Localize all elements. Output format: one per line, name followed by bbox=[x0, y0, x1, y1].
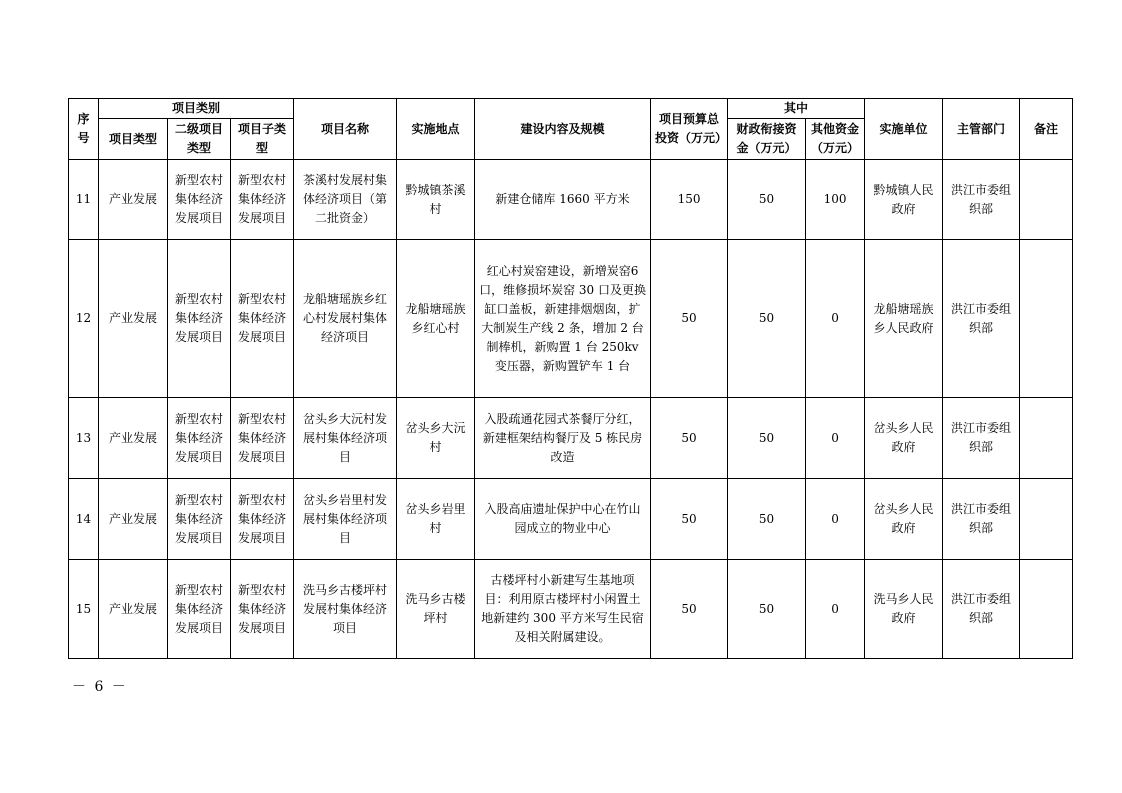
cell-unit: 洗马乡人民政府 bbox=[865, 560, 943, 659]
header-unit: 实施单位 bbox=[865, 99, 943, 160]
cell-dept: 洪江市委组织部 bbox=[943, 240, 1020, 398]
cell-type: 产业发展 bbox=[99, 160, 168, 240]
cell-location: 岔头乡大沅村 bbox=[397, 398, 475, 479]
cell-name: 洗马乡古楼坪村发展村集体经济项目 bbox=[294, 560, 397, 659]
header-fiscal: 财政衔接资金（万元） bbox=[728, 119, 806, 160]
cell-subtype: 新型农村集体经济发展项目 bbox=[231, 560, 294, 659]
cell-other: 100 bbox=[806, 160, 865, 240]
header-remark: 备注 bbox=[1020, 99, 1073, 160]
cell-seq: 14 bbox=[69, 479, 99, 560]
header-location: 实施地点 bbox=[397, 99, 475, 160]
cell-type: 产业发展 bbox=[99, 398, 168, 479]
cell-unit: 龙船塘瑶族乡人民政府 bbox=[865, 240, 943, 398]
cell-subtype: 新型农村集体经济发展项目 bbox=[231, 240, 294, 398]
cell-fiscal: 50 bbox=[728, 560, 806, 659]
cell-seq: 15 bbox=[69, 560, 99, 659]
cell-budget: 50 bbox=[651, 560, 728, 659]
table-row bbox=[69, 398, 1073, 479]
cell-remark bbox=[1020, 479, 1073, 560]
cell-content: 入股疏通花园式茶餐厅分红，新建框架结构餐厅及 5 栋民房改造 bbox=[475, 398, 651, 479]
header-row-1 bbox=[69, 99, 1073, 119]
cell-budget: 50 bbox=[651, 240, 728, 398]
cell-name: 岔头乡大沅村发展村集体经济项目 bbox=[294, 398, 397, 479]
cell-unit: 岔头乡人民政府 bbox=[865, 479, 943, 560]
cell-seq: 11 bbox=[69, 160, 99, 240]
cell-other: 0 bbox=[806, 560, 865, 659]
header-budget: 项目预算总投资（万元） bbox=[651, 99, 728, 160]
cell-dept: 洪江市委组织部 bbox=[943, 160, 1020, 240]
project-table bbox=[68, 98, 1073, 659]
cell-budget: 50 bbox=[651, 479, 728, 560]
header-type: 项目类型 bbox=[99, 119, 168, 160]
cell-dept: 洪江市委组织部 bbox=[943, 560, 1020, 659]
cell-subtype2: 新型农村集体经济发展项目 bbox=[168, 398, 231, 479]
table-row bbox=[69, 560, 1073, 659]
cell-name: 岔头乡岩里村发展村集体经济项目 bbox=[294, 479, 397, 560]
cell-location: 黔城镇茶溪村 bbox=[397, 160, 475, 240]
cell-subtype2: 新型农村集体经济发展项目 bbox=[168, 160, 231, 240]
cell-dept: 洪江市委组织部 bbox=[943, 398, 1020, 479]
header-subtype2: 二级项目类型 bbox=[168, 119, 231, 160]
header-category: 项目类别 bbox=[99, 99, 294, 119]
header-content: 建设内容及规模 bbox=[475, 99, 651, 160]
header-dept: 主管部门 bbox=[943, 99, 1020, 160]
cell-unit: 黔城镇人民政府 bbox=[865, 160, 943, 240]
cell-dept: 洪江市委组织部 bbox=[943, 479, 1020, 560]
cell-seq: 12 bbox=[69, 240, 99, 398]
header-seq: 序号 bbox=[69, 99, 99, 160]
cell-subtype2: 新型农村集体经济发展项目 bbox=[168, 479, 231, 560]
header-name: 项目名称 bbox=[294, 99, 397, 160]
cell-fiscal: 50 bbox=[728, 240, 806, 398]
cell-content: 新建仓储库 1660 平方米 bbox=[475, 160, 651, 240]
cell-type: 产业发展 bbox=[99, 560, 168, 659]
cell-type: 产业发展 bbox=[99, 240, 168, 398]
cell-remark bbox=[1020, 240, 1073, 398]
header-subtype: 项目子类型 bbox=[231, 119, 294, 160]
cell-content: 古楼坪村小新建写生基地项目：利用原古楼坪村小闲置土地新建约 300 平方米写生民宿及相关附属建设。 bbox=[475, 560, 651, 659]
cell-seq: 13 bbox=[69, 398, 99, 479]
cell-remark bbox=[1020, 398, 1073, 479]
cell-fiscal: 50 bbox=[728, 398, 806, 479]
cell-subtype: 新型农村集体经济发展项目 bbox=[231, 398, 294, 479]
cell-unit: 岔头乡人民政府 bbox=[865, 398, 943, 479]
cell-location: 洗马乡古楼坪村 bbox=[397, 560, 475, 659]
cell-type: 产业发展 bbox=[99, 479, 168, 560]
cell-remark bbox=[1020, 560, 1073, 659]
cell-content: 红心村炭窑建设，新增炭窑6口，维修损坏炭窑 30 口及更换缸口盖板，新建排烟烟囱，扩大制炭生产线 2 条，增加 2 台制棒机，新购置 1 台 250kv 变压器，新购置铲车 1 台 bbox=[475, 240, 651, 398]
cell-fiscal: 50 bbox=[728, 479, 806, 560]
cell-location: 岔头乡岩里村 bbox=[397, 479, 475, 560]
table-row bbox=[69, 240, 1073, 398]
header-other: 其他资金（万元） bbox=[806, 119, 865, 160]
cell-other: 0 bbox=[806, 479, 865, 560]
cell-budget: 150 bbox=[651, 160, 728, 240]
table-row bbox=[69, 160, 1073, 240]
cell-name: 龙船塘瑶族乡红心村发展村集体经济项目 bbox=[294, 240, 397, 398]
cell-subtype: 新型农村集体经济发展项目 bbox=[231, 479, 294, 560]
cell-fiscal: 50 bbox=[728, 160, 806, 240]
cell-subtype2: 新型农村集体经济发展项目 bbox=[168, 560, 231, 659]
cell-content: 入股高庙遗址保护中心在竹山园成立的物业中心 bbox=[475, 479, 651, 560]
cell-budget: 50 bbox=[651, 398, 728, 479]
cell-subtype: 新型农村集体经济发展项目 bbox=[231, 160, 294, 240]
page-number: － 6 － bbox=[72, 679, 128, 695]
table-row bbox=[69, 479, 1073, 560]
cell-subtype2: 新型农村集体经济发展项目 bbox=[168, 240, 231, 398]
cell-other: 0 bbox=[806, 398, 865, 479]
header-among: 其中 bbox=[728, 99, 865, 119]
cell-name: 茶溪村发展村集体经济项目（第二批资金） bbox=[294, 160, 397, 240]
cell-location: 龙船塘瑶族乡红心村 bbox=[397, 240, 475, 398]
cell-other: 0 bbox=[806, 240, 865, 398]
cell-remark bbox=[1020, 160, 1073, 240]
